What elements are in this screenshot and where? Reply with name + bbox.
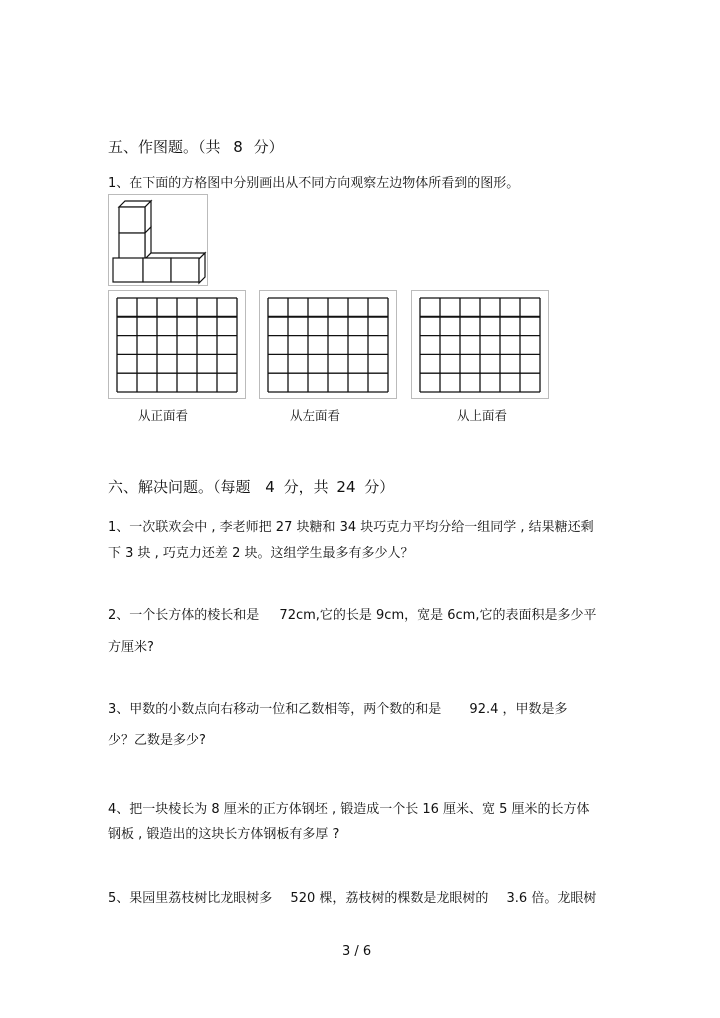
question-5-text-c: 3.6 倍。龙眼树 [506,891,597,906]
grid-left-lines [267,297,389,393]
grid-front-view[interactable] [108,290,246,399]
question-5-text-a: 5、果园里荔枝树比龙眼树多 [108,891,273,906]
grid-left-view[interactable] [259,290,397,399]
question-2-text-b: 72cm,它的长是 9cm，宽是 6cm,它的表面积是多少平 [279,608,597,623]
section6-heading-suffix: 分） [364,478,395,496]
question-5-line-1 [108,887,596,906]
caption-top-view: 从上面看 [457,408,508,423]
section5-heading-prefix: 五、作图题。（共 [108,138,221,156]
question-4-line-2: 钢板 , 锻造出的这块长方体钢板有多厚 ? [108,827,340,842]
section6-each-points: 4 [265,478,275,496]
question-3-line-1 [108,698,568,717]
grid-top-view[interactable] [411,290,549,399]
section5-points: 8 [233,138,243,156]
section5-question-1: 1、在下面的方格图中分别画出从不同方向观察左边物体所看到的图形。 [108,176,520,191]
question-1-line-2: 下 3 块 , 巧克力还差 2 块。这组学生最多有多少人？ [108,546,414,561]
question-5-text-b: 520 棵，荔枝树的棵数是龙眼树的 [290,891,489,906]
caption-front-view: 从正面看 [138,408,189,423]
caption-left-view: 从左面看 [290,408,341,423]
section6-heading-mid: 分，共 [283,478,329,496]
cube-figure-image [109,195,207,285]
question-1-line-1: 1、一次联欢会中 , 李老师把 27 块糖和 34 块巧克力平均分给一组同学 , 结果糖还剩 [108,520,594,535]
section6-total-points: 24 [336,478,356,496]
page-number: 3 / 6 [342,944,372,959]
section5-heading-suffix: 分） [253,138,284,156]
section6-heading [108,476,394,497]
grid-top-lines [419,297,541,393]
section6-heading-prefix: 六、解决问题。（每题 [108,478,251,496]
question-2-line-1 [108,604,596,623]
grid-front-lines [116,297,238,393]
question-2-text-a: 2、一个长方体的棱长和是 [108,608,260,623]
question-3-line-2: 少？乙数是多少? [108,733,206,748]
cube-figure-frame [108,194,208,286]
question-2-line-2: 方厘米? [108,640,154,655]
question-3-text-b: 92.4 ，甲数是多 [469,702,568,717]
section5-heading [108,136,284,157]
question-3-text-a: 3、甲数的小数点向右移动一位和乙数相等，两个数的和是 [108,702,442,717]
question-4-line-1: 4、把一块棱长为 8 厘米的正方体钢坯 , 锻造成一个长 16 厘米、宽 5 厘米的长方体 [108,802,590,817]
